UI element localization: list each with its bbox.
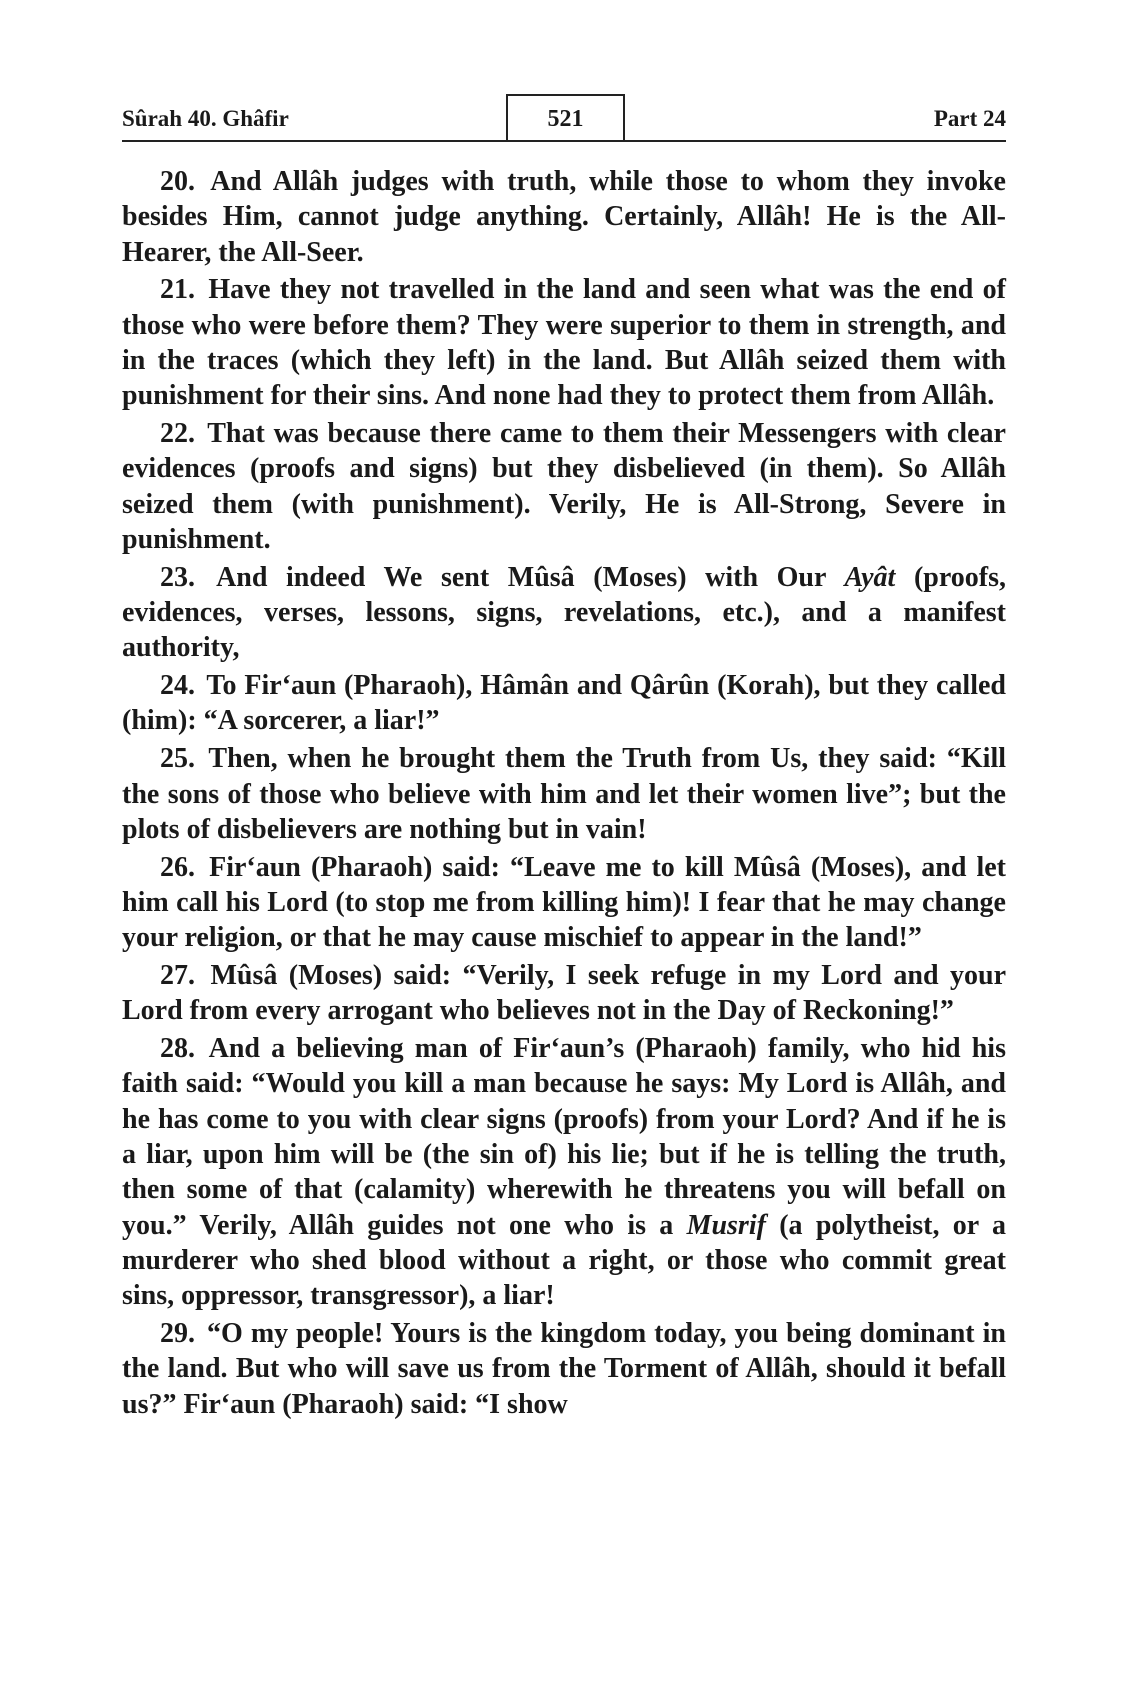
verse-text: And Allâh judges with truth, while those to whom they invoke besides Him, cannot judge anything. Certainly, Allâh! He is the All-Hearer, the All-Seer.	[122, 166, 1006, 268]
verse-italic-term: Ayât	[844, 561, 896, 593]
verse-text: To Fir‘aun (Pharaoh), Hâmân and Qârûn (Korah), but they called (him): “A sorcerer, a liar!”	[122, 670, 1006, 737]
page-number-box	[506, 94, 625, 140]
verse-22	[122, 416, 1006, 557]
verse-24	[122, 668, 1006, 739]
verse-number: 25.	[160, 743, 195, 775]
part-label: Part 24	[933, 106, 1006, 131]
verse-number: 23.	[160, 561, 195, 593]
verse-26	[122, 850, 1006, 956]
verse-number: 24.	[160, 670, 195, 702]
verse-text: Mûsâ (Moses) said: “Verily, I seek refuge in my Lord and your Lord from every arrogant who believes not in the Day of Reckoning!”	[122, 960, 1006, 1027]
verse-text: Have they not travelled in the land and seen what was the end of those who were before them? They were superior to them in strength, and in the traces (which they left) in the land. But Allâh seized them with punishment for their sins. And none had they to protect them from Allâh.	[122, 274, 1006, 412]
page-number: 521	[547, 106, 584, 132]
verse-number: 26.	[160, 851, 195, 883]
verse-text-continued: (a polytheist, or a murderer who shed blood without a right, or those who commit great sins, oppressor, transgressor), a liar!	[122, 1209, 1006, 1312]
verse-text: “O my people! Yours is the kingdom today, you being dominant in the land. But who will save us from the Torment of Allâh, should it befall us?” Fir‘aun (Pharaoh) said: “I show	[122, 1318, 1007, 1420]
verse-text-continued: (proofs, evidences, verses, lessons, signs, revelations, etc.), and a manifest authority,	[122, 561, 1006, 664]
verse-20	[122, 164, 1006, 270]
verse-23	[122, 560, 1006, 666]
verse-text: Then, when he brought them the Truth from Us, they said: “Kill the sons of those who believe with him and let their women live”; but the plots of disbelievers are nothing but in vain!	[122, 743, 1006, 845]
verse-number: 27.	[160, 960, 195, 992]
verse-27	[122, 958, 1006, 1029]
verse-number: 22.	[160, 418, 195, 450]
verse-number: 21.	[160, 274, 195, 306]
verse-italic-term: Musrif	[686, 1209, 766, 1241]
verse-text-body	[122, 164, 1006, 1424]
verse-text: And indeed We sent Mûsâ (Moses) with Our	[216, 561, 845, 593]
verse-number: 20.	[160, 166, 195, 197]
verse-number: 28.	[160, 1033, 195, 1065]
verse-28	[122, 1031, 1006, 1313]
verse-25	[122, 741, 1006, 847]
verse-29	[122, 1316, 1006, 1422]
surah-title: Sûrah 40. Ghâfir	[122, 106, 289, 131]
verse-text: And a believing man of Fir‘aun’s (Pharaoh) family, who hid his faith said: “Would you kill a man because he says: My Lord is Allâh, and he has come to you with clear signs (proofs) from your Lord? And if he is a liar, upon him will be (the sin of) his lie; but if he is telling the truth, then some of that (calamity) wherewith he threatens you will befall on you.” Verily, Allâh guides not one who is a	[122, 1033, 1006, 1241]
verse-number: 29.	[160, 1318, 195, 1349]
verse-text: Fir‘aun (Pharaoh) said: “Leave me to kill Mûsâ (Moses), and let him call his Lord (to stop me from killing him)! I fear that he may change your religion, or that he may cause mischief to appear in the land!”	[122, 851, 1007, 954]
verse-text: That was because there came to them their Messengers with clear evidences (proofs and signs) but they disbelieved (in them). So Allâh seized them (with punishment). Verily, He is All-Strong, Severe in punishment.	[122, 418, 1006, 555]
page-header	[122, 96, 1006, 142]
verse-21	[122, 272, 1006, 413]
